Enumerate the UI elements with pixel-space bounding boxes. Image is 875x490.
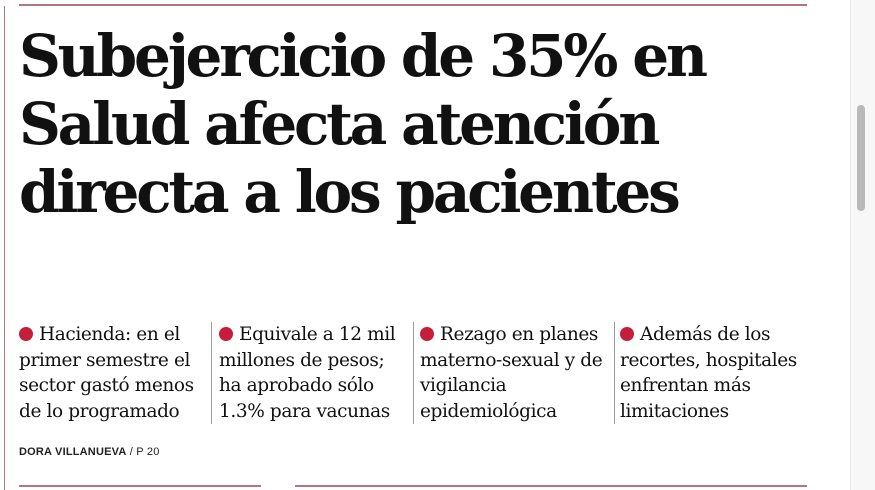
scrollbar-thumb[interactable] xyxy=(857,105,865,211)
left-frame-line xyxy=(4,6,5,490)
bullet-point-2 xyxy=(219,322,409,432)
headline xyxy=(19,22,844,226)
bullet-text-3: Rezago en planes materno-sexual y de vigilancia epidemiológica xyxy=(420,324,603,422)
bullet-point-1 xyxy=(19,322,206,432)
column-divider xyxy=(211,322,212,424)
headline-line-1: Subejercicio de 35% en xyxy=(19,22,705,90)
bullet-text-1: Hacienda: en el primer semestre el sector gastó menos de lo programado xyxy=(19,324,194,422)
top-rule xyxy=(19,4,807,6)
bullet-dot-icon xyxy=(420,327,434,341)
bullet-dot-icon xyxy=(620,327,634,341)
bullet-point-3 xyxy=(420,322,610,432)
bottom-rule-right xyxy=(295,485,807,487)
column-divider xyxy=(614,322,615,424)
bottom-rule-left xyxy=(19,485,261,487)
byline xyxy=(19,446,160,458)
bullet-point-4 xyxy=(620,322,820,432)
byline-author: DORA VILLANUEVA xyxy=(19,446,127,458)
column-divider xyxy=(413,322,414,424)
byline-page-ref: / P 20 xyxy=(129,446,160,458)
bullet-dot-icon xyxy=(19,327,33,341)
headline-line-2: Salud afecta atención xyxy=(19,90,658,158)
scrollbar-track[interactable] xyxy=(850,0,875,490)
headline-line-3: directa a los pacientes xyxy=(19,158,678,226)
bullet-text-4: Además de los recortes, hospitales enfrentan más limitaciones xyxy=(620,324,797,422)
bullet-text-2: Equivale a 12 mil millones de pesos; ha aprobado sólo 1.3% para vacunas xyxy=(219,324,396,422)
bullet-dot-icon xyxy=(219,327,233,341)
